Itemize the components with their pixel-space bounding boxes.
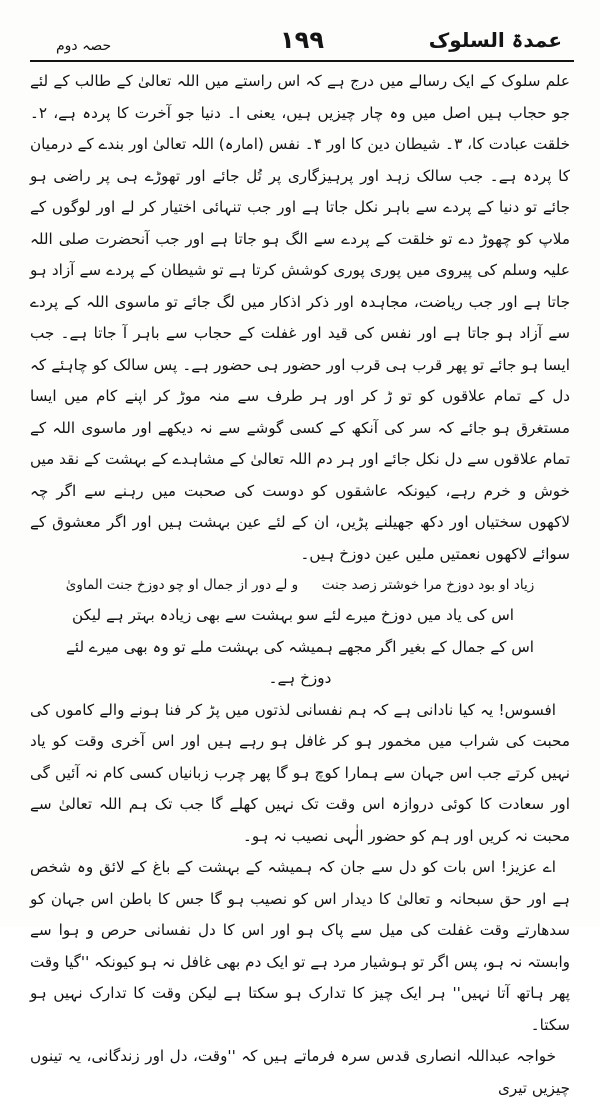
- page-number: ۱۹۹: [280, 26, 324, 54]
- book-title: عمدۃ السلوک: [428, 28, 562, 52]
- paragraph-1: علم سلوک کے ایک رسالے میں درج ہے کہ اس راستے میں اللہ تعالیٰ کے طالب کے لئے جو حجاب ہیں اصل میں وہ چار چیزیں ہیں، یعنی ا۔ دنیا جو آخرت کا پردہ ہے، ۲۔ خلقت عبادت کا، ۳۔ شیطان دین کا اور ۴۔ نفس (امارہ) اللہ تعالیٰ اور بندے کے درمیان کا پردہ ہے۔ جب سالک زہد اور پرہیزگاری پر تُل جائے اور تھوڑے ہی پر راضی ہو جائے تو دنیا کے پردے سے باہر نکل جاتا ہے اور جب تنہائی اختیار کر لے اور لوگوں کے ملاپ کو چھوڑ دے تو خلقت کے پردے سے الگ ہو جاتا ہے اور جب آنحضرت صلی اللہ علیہ وسلم کی پیروی میں پوری پوری کوشش کرتا ہے تو شیطان کے پردے سے آزاد ہو جاتا ہے اور جب ریاضت، مجاہدہ اور ذکر اذکار میں لگ جائے تو ماسوی اللہ کے پردے سے آزاد ہو جاتا ہے اور نفس کی قید اور غفلت کے حجاب سے باہر آ جاتا ہے۔ جب ایسا ہو جائے تو پھر قرب ہی قرب اور حضور ہی حضور ہے۔ پس سالک کو چاہئے کہ دل کے تمام علاقوں کو تو ڑ کر اور ہر طرف سے منہ موڑ کر اپنے کام میں ایسا مستغرق ہو جائے کہ سر کی آنکھ کے کسی گوشے سے نہ دیکھے اور ماسوی اللہ کے تمام علاقوں سے دل نکل جائے اور ہر دم اللہ تعالیٰ کے مشاہدے کے بہشت کے نقد میں خوش و خرم رہے، کیونکہ عاشقوں کو دوست کی صحبت میں رہنے سے اگر چہ لاکھوں سختیاں اور دکھ جھیلنے پڑیں، ان کے لئے عین بہشت ہیں اور اگر معشوق کے سوائے لاکھوں نعمتیں ملیں عین دوزخ ہیں۔: [30, 72, 570, 563]
- part-label: حصہ دوم: [56, 38, 112, 54]
- verse-left-hemistich: و لے دور از جمال او چو دوزخ جنت الماویٰ: [65, 577, 299, 593]
- header-divider: [30, 60, 574, 62]
- paragraph-3: اے عزیز! اس بات کو دل سے جان کہ ہمیشہ کے بہشت کے باغ کے لائق وہ شخص ہے اور حق سبحانہ و تعالیٰ کا دیدار اس کو نصیب ہو گا جس کا باطن اس جہان کو سدھارتے وقت غفلت کی میل سے پاک ہو اور اس کا دل نفسانی حرص و ہوا سے وابستہ نہ ہو، پس اگر تو ہوشیار مرد ہے تو ایک دم بھی غافل نہ ہو کیونکہ ''گیا وقت پھر ہاتھ آتا نہیں'' ہر ایک چیز کا تدارک ہو سکتا ہے لیکن وقت کا تدارک نہیں ہو سکتا۔: [30, 858, 570, 1034]
- paragraph-4: خواجہ عبداللہ انصاری قدس سرہ فرماتے ہیں کہ ''وقت، دل اور زندگانی، یہ تینوں چیزیں تیری: [30, 1047, 570, 1097]
- page-body: [30, 66, 570, 1104]
- verse-right-hemistich: زیاد او بود دوزخ مرا خوشتر زصد جنت: [321, 577, 535, 593]
- verse-translation: اس کی یاد میں دوزخ میرے لئے سو بہشت سے بھی زیادہ بہتر ہے لیکن اس کے جمال کے بغیر اگر مجھے ہمیشہ کی بہشت ملے تو وہ بھی میرے لئے دوزخ ہے۔: [66, 606, 534, 687]
- page-header: [34, 22, 570, 58]
- paragraph-2: افسوس! یہ کیا نادانی ہے کہ ہم نفسانی لذتوں میں پڑ کر فنا ہونے والے کاموں کی محبت کی شراب میں مخمور ہو کر غافل ہو رہے ہیں اور اس آخری وقت کو یاد نہیں کرتے جب اس جہان سے ہمارا کوچ ہو گا پھر چرب زبانیاں کسی کام نہ آئیں گی اور سعادت کا کوئی دروازہ اس وقت تک نہیں کھلے گا جب تک ہم اللہ تعالیٰ سے محبت نہ کریں اور ہم کو حضور الٰہی نصیب نہ ہو۔: [30, 700, 570, 845]
- persian-verse: [30, 570, 570, 600]
